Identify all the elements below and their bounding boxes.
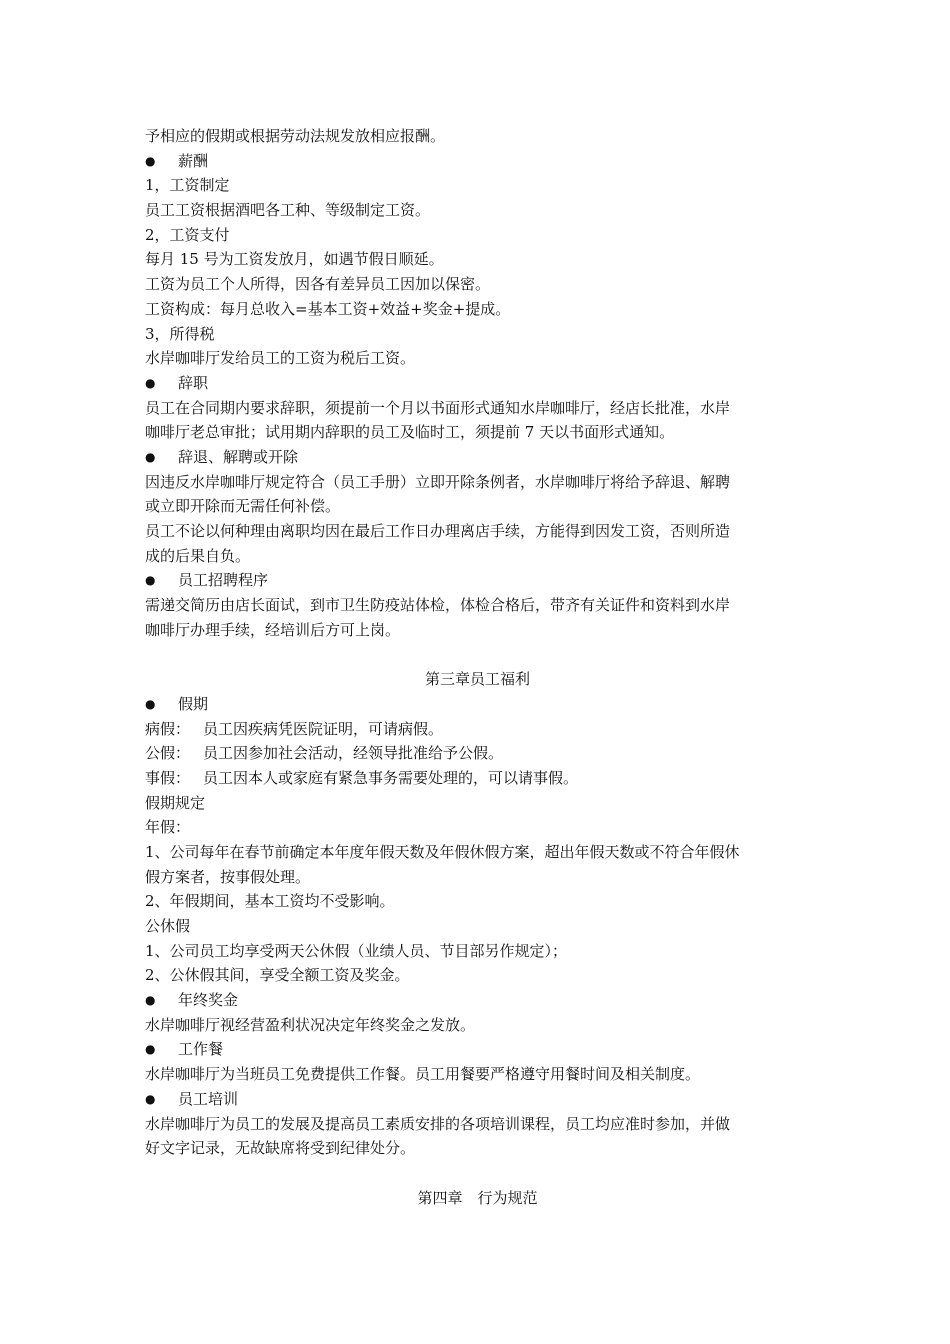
bullet-icon <box>145 692 178 718</box>
bullet-icon <box>145 371 178 397</box>
paragraph-line: 工资为员工个人所得，因各有差异员工因加以保密。 <box>145 275 491 294</box>
paragraph-line: 水岸咖啡厅为当班员工免费提供工作餐。员工用餐要严格遵守用餐时间及相关制度。 <box>145 1065 701 1084</box>
bullet-heading <box>145 692 810 717</box>
leave-text: 员工因本人或家庭有紧急事务需要处理的，可以请事假。 <box>203 768 579 787</box>
bullet-icon <box>145 149 178 175</box>
paragraph-line: 或立即开除而无需任何补偿。 <box>145 497 341 516</box>
heading-resignation: 辞职 <box>178 373 209 392</box>
bullet-heading <box>145 568 810 593</box>
paragraph-line: 工资构成：每月总收入=基本工资+效益+奖金+提成。 <box>145 299 511 318</box>
paragraph-line: 员工工资根据酒吧各工种、等级制定工资。 <box>145 201 431 220</box>
bullet-icon <box>145 1037 178 1063</box>
bullet-heading <box>145 1037 810 1062</box>
leave-label: 事假： <box>145 768 191 787</box>
heading-salary: 薪酬 <box>178 151 209 170</box>
heading-recruitment: 员工招聘程序 <box>178 571 269 590</box>
paragraph-line: 假方案者，按事假处理。 <box>145 867 311 886</box>
paragraph-line: 咖啡厅老总审批；试用期内辞职的员工及临时工，须提前 7 天以书面形式通知。 <box>145 423 675 442</box>
bullet-icon <box>145 445 178 471</box>
heading-staff-meal: 工作餐 <box>178 1040 224 1059</box>
subheading-line: 公休假 <box>145 917 191 935</box>
subheading-line: 1，工资制定 <box>145 176 230 195</box>
leave-row <box>145 717 810 742</box>
leave-label: 公假： <box>145 744 191 763</box>
paragraph-line: 成的后果自负。 <box>145 546 251 565</box>
bullet-icon <box>145 988 178 1014</box>
bullet-heading <box>145 1087 810 1112</box>
leave-row <box>145 766 810 791</box>
document-body <box>145 124 810 1210</box>
heading-leave: 假期 <box>178 694 209 713</box>
paragraph-line: 予相应的假期或根据劳动法规发放相应报酬。 <box>145 127 446 145</box>
subheading-line: 2，工资支付 <box>145 225 230 244</box>
paragraph-line: 好文字记录，无故缺席将受到纪律处分。 <box>145 1139 416 1158</box>
paragraph-line: 水岸咖啡厅视经营盈利状况决定年终奖金之发放。 <box>145 1015 476 1034</box>
bullet-icon <box>145 568 178 594</box>
paragraph-line: 咖啡厅办理手续，经培训后方可上岗。 <box>145 620 401 639</box>
bullet-icon <box>145 1087 178 1113</box>
subheading-line: 3，所得税 <box>145 324 215 343</box>
subheading-line: 年假： <box>145 818 191 837</box>
leave-label: 病假： <box>145 719 191 738</box>
chapter-title: 第四章 行为规范 <box>417 1188 538 1207</box>
bullet-heading <box>145 149 810 174</box>
leave-text: 员工因疾病凭医院证明，可请病假。 <box>203 719 444 738</box>
heading-training: 员工培训 <box>178 1089 239 1108</box>
paragraph-line: 2、年假期间，基本工资均不受影响。 <box>145 892 395 911</box>
bullet-heading <box>145 445 810 470</box>
blank-line <box>145 1161 810 1186</box>
chapter-title: 第三章员工福利 <box>424 670 530 689</box>
paragraph-line: 需递交简历由店长面试，到市卫生防疫站体检，体检合格后，带齐有关证件和资料到水岸 <box>145 596 731 615</box>
heading-dismissal: 辞退、解聘或开除 <box>178 447 299 466</box>
paragraph-line: 1、公司每年在春节前确定本年度年假天数及年假休假方案，超出年假天数或不符合年假休 <box>145 842 740 861</box>
paragraph-line: 1、公司员工均享受两天公休假（业绩人员、节目部另作规定）； <box>145 941 568 960</box>
heading-year-end-bonus: 年终奖金 <box>178 991 239 1010</box>
paragraph-line: 水岸咖啡厅发给员工的工资为税后工资。 <box>145 349 416 368</box>
leave-text: 员工因参加社会活动，经领导批准给予公假。 <box>203 744 504 763</box>
paragraph-line: 员工不论以何种理由离职均因在最后工作日办理离店手续，方能得到因发工资，否则所造 <box>145 522 731 540</box>
paragraph-line: 因违反水岸咖啡厅规定符合（员工手册）立即开除条例者，水岸咖啡厅将给予辞退、解聘 <box>145 472 731 491</box>
subheading-line: 假期规定 <box>145 793 206 812</box>
leave-row <box>145 741 810 766</box>
bullet-heading <box>145 371 810 396</box>
bullet-heading <box>145 988 810 1013</box>
paragraph-line: 水岸咖啡厅为员工的发展及提高员工素质安排的各项培训课程，员工均应准时参加，并做 <box>145 1114 731 1133</box>
paragraph-line: 每月 15 号为工资发放月，如遇节假日顺延。 <box>145 250 444 269</box>
paragraph-line: 员工在合同期内要求辞职，须提前一个月以书面形式通知水岸咖啡厅，经店长批准，水岸 <box>145 398 731 417</box>
blank-line <box>145 642 810 667</box>
paragraph-line: 2、公休假其间，享受全额工资及奖金。 <box>145 966 410 985</box>
